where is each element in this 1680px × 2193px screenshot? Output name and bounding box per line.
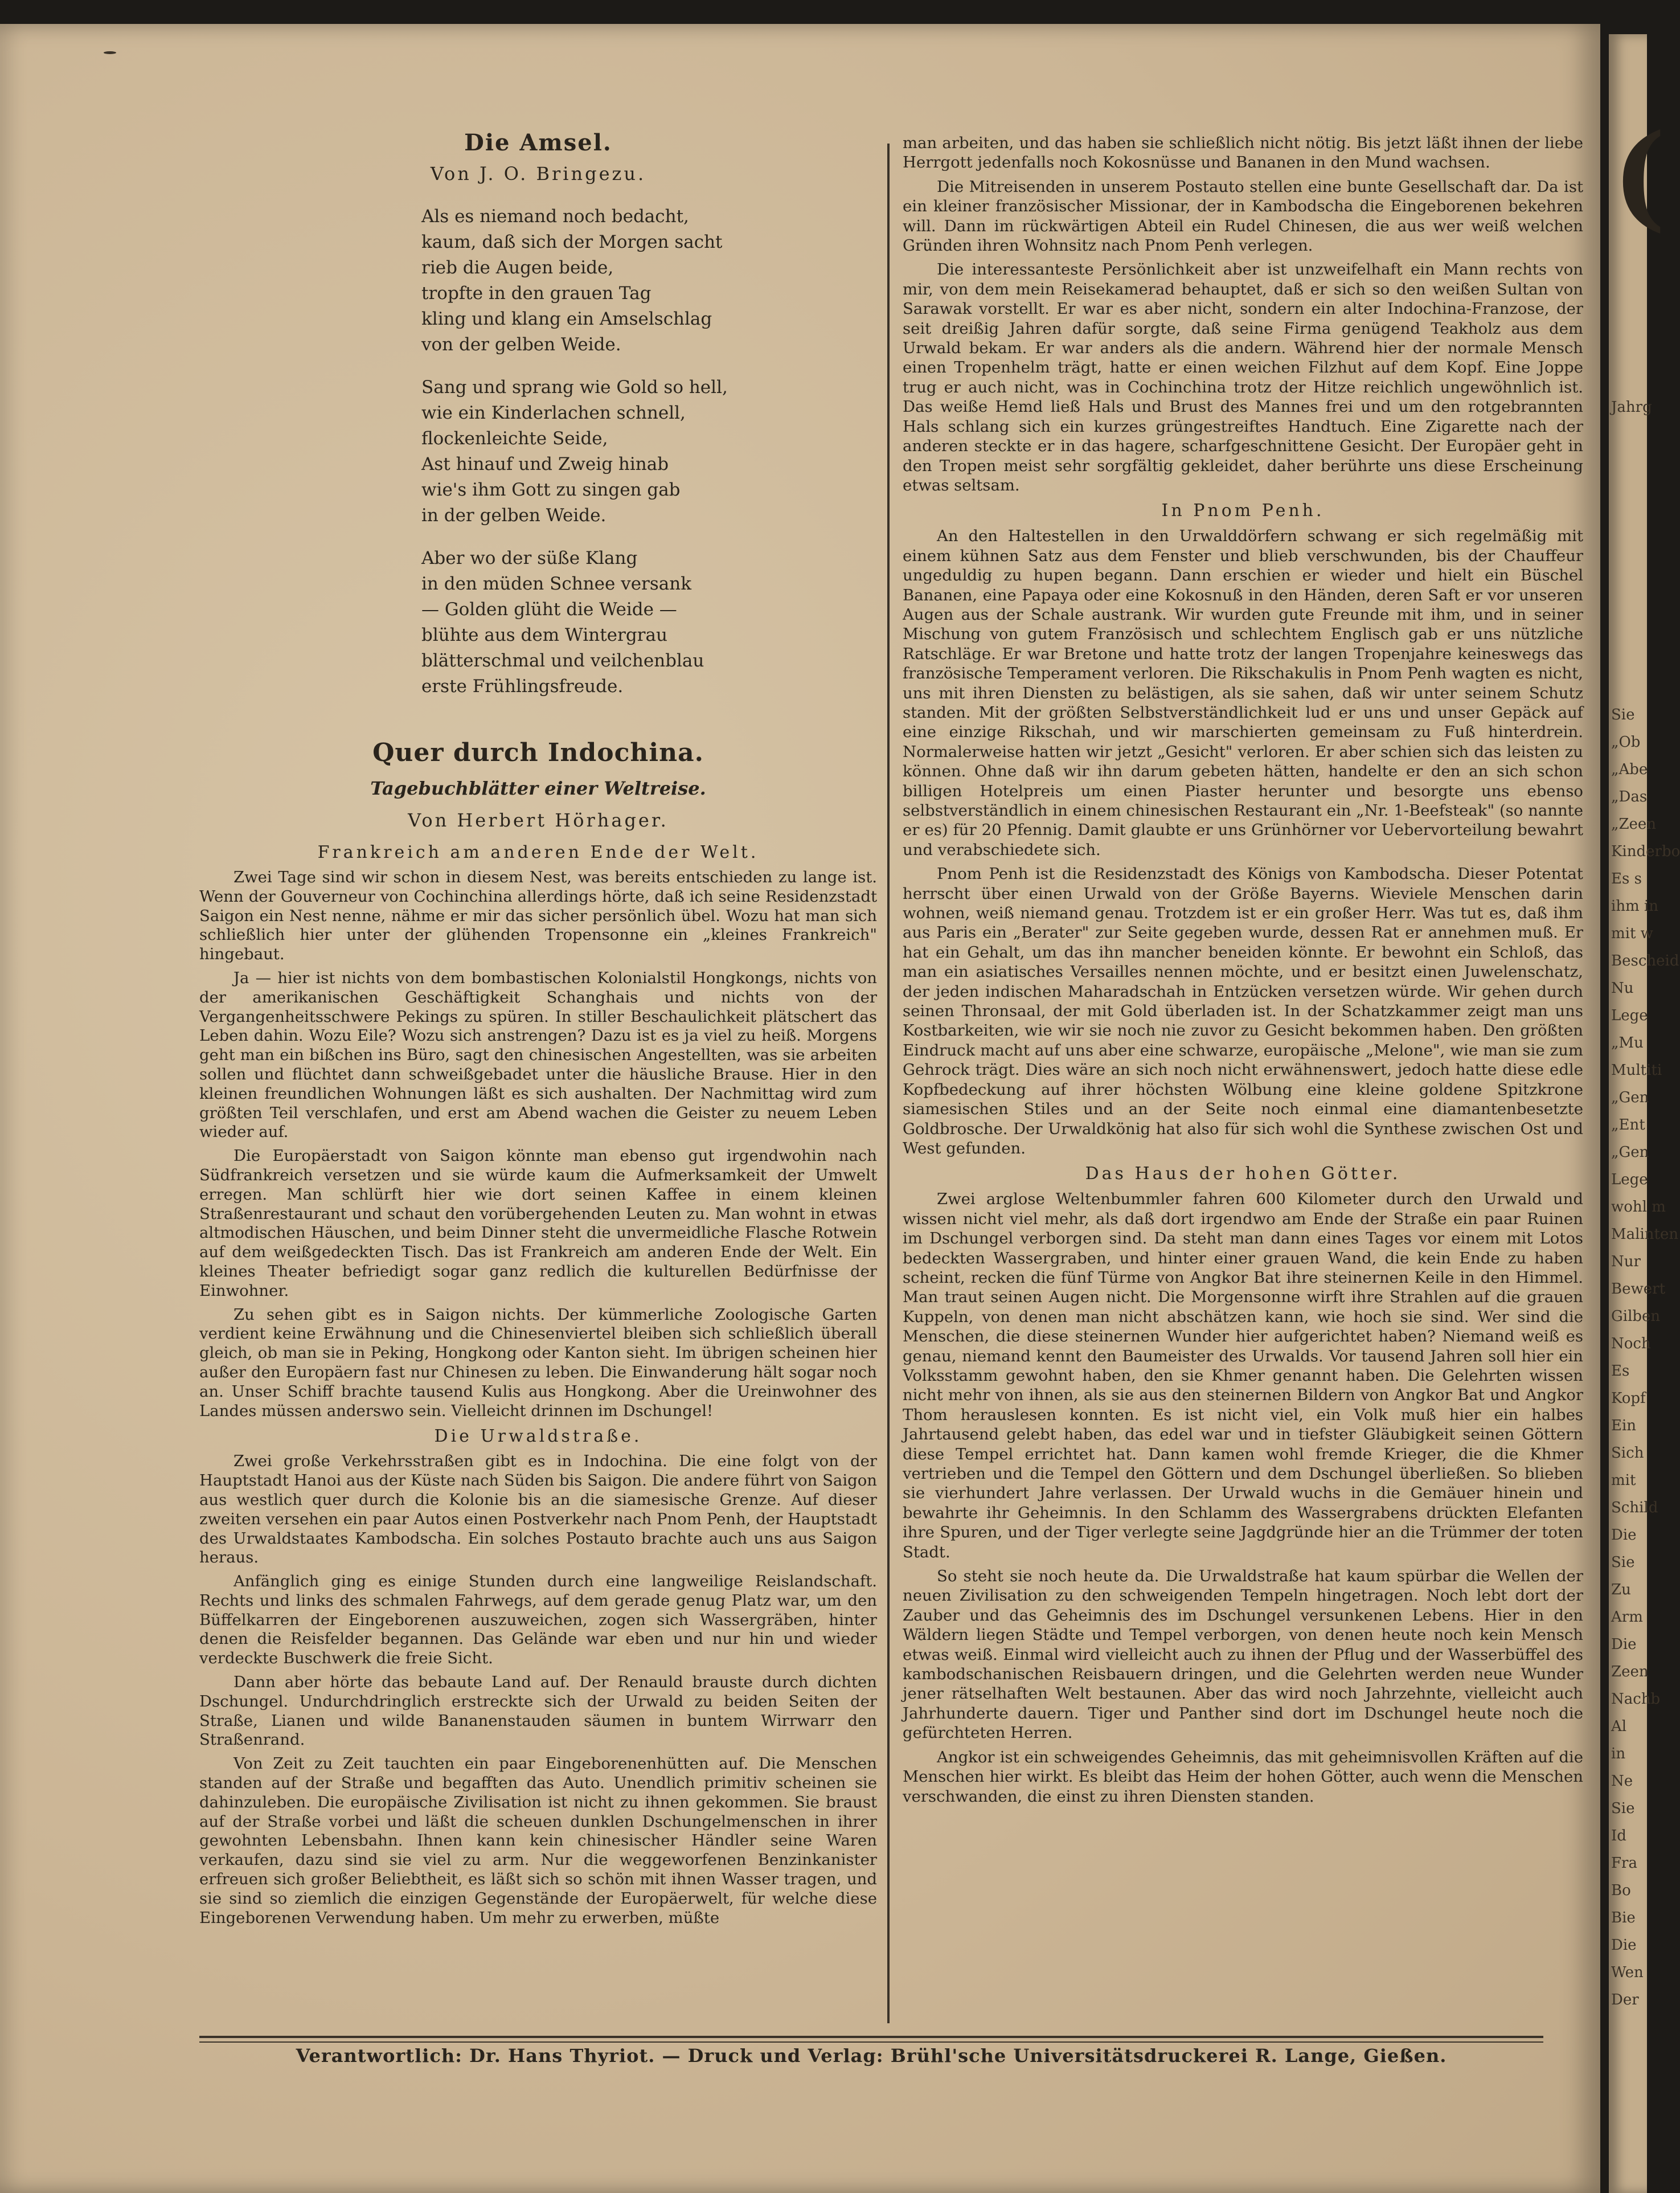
poem-author: Von J. O. Bringezu. <box>430 163 646 185</box>
adjacent-page-fragment: ihm in <box>1611 898 1659 915</box>
article-paragraph: An den Haltestellen in den Urwalddörfern schwang er sich regelmäßig mit einem kühnen Satz aus dem Fenster und blieb verschwunden, bis der Chauffeur ungeduldig zu hupen begann. Dann erschien er wieder und hielt ein Büschel Bananen, eine Papaya oder eine Kokosnuß in den Händen, deren Saft er vor unseren Augen aus der Schale austrank. Wir wurden gute Freunde mit ihm, und in seiner Mischung von gutem Französisch und schlechtem Englisch gab er uns nützliche Ratschläge. Er war Bretone und hatte trotz der langen Tropenjahre keineswegs das französische Temperament verloren. Die Rikschakulis in Pnom Penh wagten es nicht, uns mit ihren Diensten zu belästigen, als sie sahen, daß wir unter seinem Schutz standen. Mit der größten Selbstverständlichkeit lud er uns und unser Gepäck auf eine einzige Rikschah, und wir marschierten gemeinsam zu Fuß hinterdrein. Normalerweise hatten wir jetzt „Gesicht" verloren. Er aber schien sich das leisten zu können. Ohne daß wir ihn darum gebeten hätten, handelte er den an sich schon billigen Hotelpreis um einen Piaster herunter und besorgte uns ebenso selbstverständlich in einem chinesischen Restaurant ein „Nr. 1-Beefsteak" (so nannte er es) für 20 Pfennig. Damit glaubte er uns Grünhörner vor Uebervorteilung bewahrt und verabschiedete sich. <box>903 527 1583 859</box>
adjacent-page-fragment: mit w <box>1611 925 1653 942</box>
adjacent-page-fragment: Noch <box>1611 1335 1651 1352</box>
print-speck <box>104 51 116 54</box>
article-paragraph: Dann aber hörte das bebaute Land auf. Der Renauld brauste durch dichten Dschungel. Undurchdringlich erstreckte sich der Urwald zu beiden Seiten der Straße, Lianen und wilde Bananenstauden säumen in buntem Wirrwarr den Straßenrand. <box>199 1673 877 1749</box>
adjacent-page-fragment: Schild <box>1611 1499 1658 1516</box>
adjacent-page-fragment: Es s <box>1611 870 1642 887</box>
section-heading: Die Urwaldstraße. <box>434 1426 642 1447</box>
poem-line: blühte aus dem Wintergrau <box>421 625 667 645</box>
poem-stanza-3 <box>421 546 877 699</box>
adjacent-page-fragment: „Abe <box>1611 761 1648 778</box>
adjacent-page-fragment: Ein <box>1611 1417 1637 1434</box>
adjacent-page-fragment: Arm <box>1611 1609 1643 1626</box>
article-paragraph: Zu sehen gibt es in Saigon nichts. Der kümmerliche Zoologische Garten verdient keine Erwähnung und die Chinesenviertel bleiben sich schließlich überall gleich, ob man sie in Peking, Hongkong oder Kanton sieht. Im übrigen scheinen hier außer den Europäern fast nur Chinesen zu leben. Die Einwanderung hält sogar noch an. Unser Schiff brachte tausend Kulis aus Hongkong. Aber die Ureinwohner des Landes müssen anderswo sein. Vielleicht drinnen im Dschungel! <box>199 1305 877 1420</box>
poem-line: blätterschmal und veilchenblau <box>421 650 704 671</box>
right-column <box>903 133 1583 1806</box>
adjacent-page-fragment: „Zeen <box>1611 816 1657 833</box>
article-paragraph: Zwei arglose Weltenbummler fahren 600 Kilometer durch den Urwald und wissen nicht viel mehr, als daß dort irgendwo am Ende der Straße ein paar Ruinen im Dschungel verborgen sind. Da steht man dann eines Tages vor einem mit Lotos bedeckten Wassergraben, und hinter einer grauen Wand, die kein Ende zu haben scheint, recken die fünf Türme von Angkor Bat ihre steinernen Keile in den Himmel. Man traut seinen Augen nicht. Die Morgensonne wirft ihre Strahlen auf die grauen Kuppeln, von denen man nicht abschätzen kann, wie hoch sie sind. Wer sind die Menschen, die diese steinernen Wunder hier aufgerichtet haben? Niemand weiß es genau, niemand kennt den Baumeister des Urwalds. Vor tausend Jahren soll hier ein Volksstamm gewohnt haben, den sie Khmer genannt haben. Die Gelehrten wissen nicht mehr von ihnen, als sie aus den steinernen Bildern von Angkor Bat und Angkor Thom herauslesen konnten. Es ist nicht viel, ein Volk muß hier ein halbes Jahrtausend gelebt haben, das edel war und in tiefster Gläubigkeit seinen Göttern diese Tempel errichtet hat. Dann kamen wohl fremde Krieger, die die Khmer vertrieben und die Tempel den Göttern und dem Dschungel überließen. So blieben sie vierhundert Jahre verlassen. Der Urwald wuchs in die Gemäuer hinein und bewahrte ihr Geheimnis. In den Schlamm des Wassergrabens drückten Elefanten ihre Spuren, und der Tiger verlegte seine Jagdgründe hier an die Trümmer der toten Stadt. <box>903 1190 1583 1561</box>
section-heading: In Pnom Penh. <box>1161 501 1325 521</box>
poem-line: flockenleichte Seide, <box>421 428 608 449</box>
poem-line: Aber wo der süße Klang <box>421 548 638 568</box>
imprint-footer: Verantwortlich: Dr. Hans Thyriot. — Druck und Verlag: Brühl'sche Universitätsdruckerei R. Lange, Gießen. <box>296 2045 1447 2067</box>
adjacent-page-fragment: Lege <box>1611 1171 1648 1188</box>
adjacent-page-fragment: Bo <box>1611 1882 1631 1899</box>
adjacent-page-fragment: Zeen <box>1611 1663 1649 1680</box>
poem-line: kling und klang ein Amselschlag <box>421 309 712 329</box>
poem-line: wie ein Kinderlachen schnell, <box>421 403 686 423</box>
adjacent-page-fragment: Bewert <box>1611 1280 1666 1298</box>
poem-line: in den müden Schnee versank <box>421 574 692 594</box>
article-author: Von Herbert Hörhager. <box>408 809 669 831</box>
adjacent-page-fragment: Nu <box>1611 980 1634 997</box>
adjacent-page-fragment: „Das <box>1611 788 1648 805</box>
adjacent-page-fragment: Al <box>1611 1718 1627 1735</box>
newspaper-page <box>0 24 1600 2193</box>
adjacent-page-fragment: Es <box>1611 1363 1630 1380</box>
article-paragraph: man arbeiten, und das haben sie schließlich nicht nötig. Bis jetzt läßt ihnen der liebe Herrgott jedenfalls noch Kokosnüsse und Bananen in den Mund wachsen. <box>903 134 1583 172</box>
section-heading: Das Haus der hohen Götter. <box>1085 1164 1401 1184</box>
adjacent-page-fragment: Gilben <box>1611 1308 1661 1325</box>
poem-line: erste Frühlingsfreude. <box>421 676 624 697</box>
adjacent-page-fragment: Nur <box>1611 1253 1641 1270</box>
adjacent-page-fragment: „Gen <box>1611 1144 1649 1161</box>
poem-line: wie's ihm Gott zu singen gab <box>421 480 681 500</box>
adjacent-page-fragment: Multiti <box>1611 1062 1662 1079</box>
article-paragraph: Zwei Tage sind wir schon in diesem Nest, was bereits entschieden zu lange ist. Wenn der Gouverneur von Cochinchina allerdings hörte, daß ich seine Residenzstadt Saigon ein Nest nenne, nähme er mir das sicher persönlich übel. Wozu hat man sich schließlich hier unter der glühenden Tropensonne ein „kleines Frankreich" hingebaut. <box>199 868 877 964</box>
poem-line: Als es niemand noch bedacht, <box>421 206 689 227</box>
poem-line: rieb die Augen beide, <box>421 257 614 278</box>
adjacent-page-fragment: Id <box>1611 1827 1626 1844</box>
footer-rule-thin <box>199 2041 1543 2043</box>
adjacent-page-fragment: Kinderbo <box>1611 843 1680 860</box>
poem-line: — Golden glüht die Weide — <box>421 599 677 620</box>
article-paragraph: Pnom Penh ist die Residenzstadt des Königs von Kambodscha. Dieser Potentat herrscht über einen Urwald von der Größe Bayerns. Wieviele Menschen darin wohnen, weiß niemand genau. Trotzdem ist er ein großer Herr. Was tut es, daß ihm aus Paris ein „Berater" zur Seite gegeben wurde, dessen Rat er annehmen muß. Er hat ein Gehalt, um das ihn mancher beneiden könnte. Er bewohnt ein Schloß, das man ein asiatisches Versailles nennen möchte, und er besitzt einen Juwelenschatz, der jeden indischen Maharadschah in Entzücken versetzen würde. Wir gehen durch seinen Thronsaal, der mit Gold überladen ist. In der Schatzkammer zeigt man uns Kostbarkeiten, wie wir sie noch nie zuvor zu Gesicht bekommen haben. Den größten Eindruck macht auf uns aber eine schwarze, europäische „Melone", wie man sie zum Gehrock trägt. Dies wäre an sich noch nicht erwähnenswert, jedoch hatte diese edle Kopfbedeckung auf ihrer höchsten Wölbung eine kleine goldene Spitzkrone siamesischen Stiles und an der Seite noch einmal eine diamantenbesetzte Goldbrosche. Der Urwaldkönig hat also für sich wohl die Synthese zwischen Ost und West gefunden. <box>903 865 1583 1157</box>
adjacent-page-fragment: Lege <box>1611 1007 1648 1024</box>
poem-line: von der gelben Weide. <box>421 334 621 355</box>
left-column <box>199 129 877 1928</box>
adjacent-page-fragment: „Mu <box>1611 1034 1644 1052</box>
adjacent-page-fragment: wohl m <box>1611 1198 1666 1216</box>
column-rule <box>887 144 890 2023</box>
section-heading: Frankreich am anderen Ende der Welt. <box>317 842 759 862</box>
poem-line: Ast hinauf und Zweig hinab <box>421 454 669 474</box>
adjacent-page-fragment: Die <box>1611 1636 1637 1653</box>
masthead-fragment: ( <box>1612 109 1666 243</box>
article-subtitle: Tagebuchblätter einer Weltreise. <box>370 778 706 799</box>
adjacent-page-fragment: Der <box>1611 1991 1639 2008</box>
article-paragraph: Die Mitreisenden in unserem Postauto stellen eine bunte Gesellschaft dar. Da ist ein kleiner französischer Missionar, der in Kambodscha die Eingeborenen bekehren will. Dann im rückwärtigen Abteil ein Rudel Chinesen, die aus wer weiß welchen Gründen ihren Wohnsitz nach Pnom Penh verlegen. <box>903 177 1583 255</box>
poem-line: Sang und sprang wie Gold so hell, <box>421 377 728 398</box>
article-paragraph: So steht sie noch heute da. Die Urwaldstraße hat kaum spürbar die Wellen der neuen Zivilisation zu den schweigenden Tempeln hingetragen. Noch lebt dort der Zauber und das Geheimnis des im Dschungel versunkenen Lebens. Hier in den Wäldern liegen Städte und Tempel verborgen, von denen heute noch kein Mensch etwas weiß. Einmal wird vielleicht auch zu ihnen der Pflug und der Wasserbüffel des kambodschanischen Reisbauern dringen, und die Gelehrten werden neue Wunder jener rätselhaften Welt bestaunen. Aber das wird noch Jahrzehnte, vielleicht auch Jahrhunderte dauern. Tiger und Panther sind dort im Dschungel heute noch die gefürchteten Herren. <box>903 1567 1583 1742</box>
adjacent-page-fragment: Bescheid <box>1611 952 1679 969</box>
article-title: Quer durch Indochina. <box>372 738 704 767</box>
adjacent-page-fragment: „Ob <box>1611 734 1641 751</box>
adjacent-page-fragment: Sie <box>1611 706 1635 723</box>
adjacent-page-fragment: „Gen <box>1611 1089 1649 1106</box>
adjacent-page-fragment: „Ent <box>1611 1116 1645 1134</box>
adjacent-page-fragment: Bie <box>1611 1909 1636 1926</box>
adjacent-page-fragment: Ne <box>1611 1773 1633 1790</box>
poem-stanza-2 <box>421 375 877 529</box>
adjacent-page-fragment: Jahrg <box>1611 399 1652 416</box>
article-paragraph: Die Europäerstadt von Saigon könnte man ebenso gut irgendwohin nach Südfrankreich versetzen und sie würde kaum die Aufmerksamkeit der Umwelt erregen. Man schlürft hier wie dort seinen Kaffee in einem kleinen Straßenrestaurant und schaut den vorübergehenden Leuten zu. Man wohnt in etwas altmodischen Häuschen, und beim Dinner steht die unvermeidliche Flasche Rotwein auf dem weißgedeckten Tisch. Das ist Frankreich am anderen Ende der Welt. Ein kleines Theater befriedigt sogar ganz redlich die kulturellen Bedürfnisse der Einwohner. <box>199 1147 877 1300</box>
adjacent-page-fragment: Die <box>1611 1527 1637 1544</box>
article-paragraph: Anfänglich ging es einige Stunden durch eine langweilige Reislandschaft. Rechts und links des schmalen Fahrwegs, auf dem gerade genug Platz war, um den Büffelkarren der Eingeborenen auszuweichen, zogen sich Wassergräben, hinter denen die Reisfelder begannen. Das Gelände war eben und nur hin und wieder verdeckte Buschwerk die freie Sicht. <box>199 1572 877 1668</box>
adjacent-page-edge <box>1609 34 1680 2193</box>
article-paragraph: Von Zeit zu Zeit tauchten ein paar Eingeborenenhütten auf. Die Menschen standen auf der Straße und begafften das Auto. Unendlich primitiv scheinen sie dahinzuleben. Die europäische Zivilisation ist nicht zu ihnen gekommen. Sie braust auf der Straße vorbei und läßt die scheuen dunklen Dschungelmenschen in ihrer gewohnten Lebensbahn. Ihnen kann kein chinesischer Händler seine Waren verkaufen, dazu sind sie viel zu arm. Nur die weggeworfenen Benzinkanister erfreuen sich großer Beliebtheit, es läßt sich so schön mit ihnen Wasser tragen, und sie sind so ziemlich die einzigen Gegenstände der Europäerwelt, für welche diese Eingeborenen Verwendung haben. Um mehr zu erwerben, müßte <box>199 1754 877 1927</box>
poem-stanza-1 <box>421 204 877 358</box>
article-paragraph: Zwei große Verkehrsstraßen gibt es in Indochina. Die eine folgt von der Hauptstadt Hanoi aus der Küste nach Süden bis Saigon. Die andere führt von Saigon aus westlich quer durch die Kolonie bis an die siamesische Grenze. Auf dieser zweiten versehen ein paar Autos einen Postverkehr nach Pnom Penh, der Hauptstadt des Urwaldstaates Kambodscha. Ein solches Postauto brachte auch uns aus Saigon heraus. <box>199 1452 877 1567</box>
adjacent-page-fragment: Wen <box>1611 1964 1644 1981</box>
poem-line: tropfte in den grauen Tag <box>421 283 651 304</box>
adjacent-page-fragment: Die <box>1611 1937 1637 1954</box>
adjacent-page-fragment: Kopf <box>1611 1390 1646 1407</box>
poem-line: in der gelben Weide. <box>421 505 607 526</box>
adjacent-page-fragment: in <box>1611 1745 1626 1762</box>
article-paragraph: Angkor ist ein schweigendes Geheimnis, das mit geheimnisvollen Kräften auf die Menschen hier wirkt. Es bleibt das Heim der hohen Götter, auch wenn die Menschen verschwanden, die einst zu ihren Diensten standen. <box>903 1748 1583 1806</box>
adjacent-page-fragment: Zu <box>1611 1581 1631 1598</box>
adjacent-page-fragment: Malinten <box>1611 1226 1679 1243</box>
adjacent-page-fragment: mit <box>1611 1472 1636 1489</box>
adjacent-page-fragment: Sie <box>1611 1800 1635 1817</box>
poem-line: kaum, daß sich der Morgen sacht <box>421 232 723 252</box>
footer-rule <box>199 2036 1543 2038</box>
poem-title: Die Amsel. <box>464 129 612 156</box>
article-paragraph: Ja — hier ist nichts von dem bombastischen Kolonialstil Hongkongs, nichts von der amerikanischen Geschäftigkeit Schanghais und nichts von der Vergangenheitsschwere Pekings zu spüren. In stiller Beschaulichkeit plätschert das Leben dahin. Wozu Eile? Wozu sich anstrengen? Dazu ist es ja viel zu heiß. Morgens geht man ein bißchen ins Büro, sagt den chinesischen Angestellten, was sie arbeiten sollen und flüchtet dann schweißgebadet unter die häusliche Brause. Hier in den kleinen freundlichen Wohnungen läßt es sich aushalten. Der Nachmittag wird zum größten Teil verschlafen, und erst am Abend wachen die Geister zu neuem Leben wieder auf. <box>199 968 877 1141</box>
article-paragraph: Die interessanteste Persönlichkeit aber ist unzweifelhaft ein Mann rechts von mir, von dem mein Reisekamerad behauptet, daß er sich so den weißen Sultan von Sarawak vorstellt. Er war es aber nicht, sondern ein alter Indochina-Franzose, der seit dreißig Jahren dafür sorgte, daß seine Firma genügend Teakholz aus dem Urwald bekam. Er war anders als die andern. Während hier der normale Mensch einen Tropenhelm trägt, hatte er einen weichen Filzhut auf dem Kopf. Eine Joppe trug er auch nicht, was in Cochinchina trotz der Hitze reichlich ungewöhnlich ist. Das weiße Hemd ließ Hals und Brust des Mannes frei und um den rotgebrannten Hals schlang sich ein kurzes grüngestreiftes Handtuch. Eine Zigarette nach der anderen steckte er in das hagere, scharfgeschnittene Gesicht. Der Europäer geht in den Tropen meist sehr sorgfältig gekleidet, daher berührte uns diese Erscheinung etwas seltsam. <box>903 260 1583 494</box>
adjacent-page-fragment: Sie <box>1611 1554 1635 1571</box>
adjacent-page-fragment: Fra <box>1611 1855 1637 1872</box>
adjacent-page-fragment: Sich <box>1611 1445 1644 1462</box>
adjacent-page-fragment: Nachb <box>1611 1691 1661 1708</box>
